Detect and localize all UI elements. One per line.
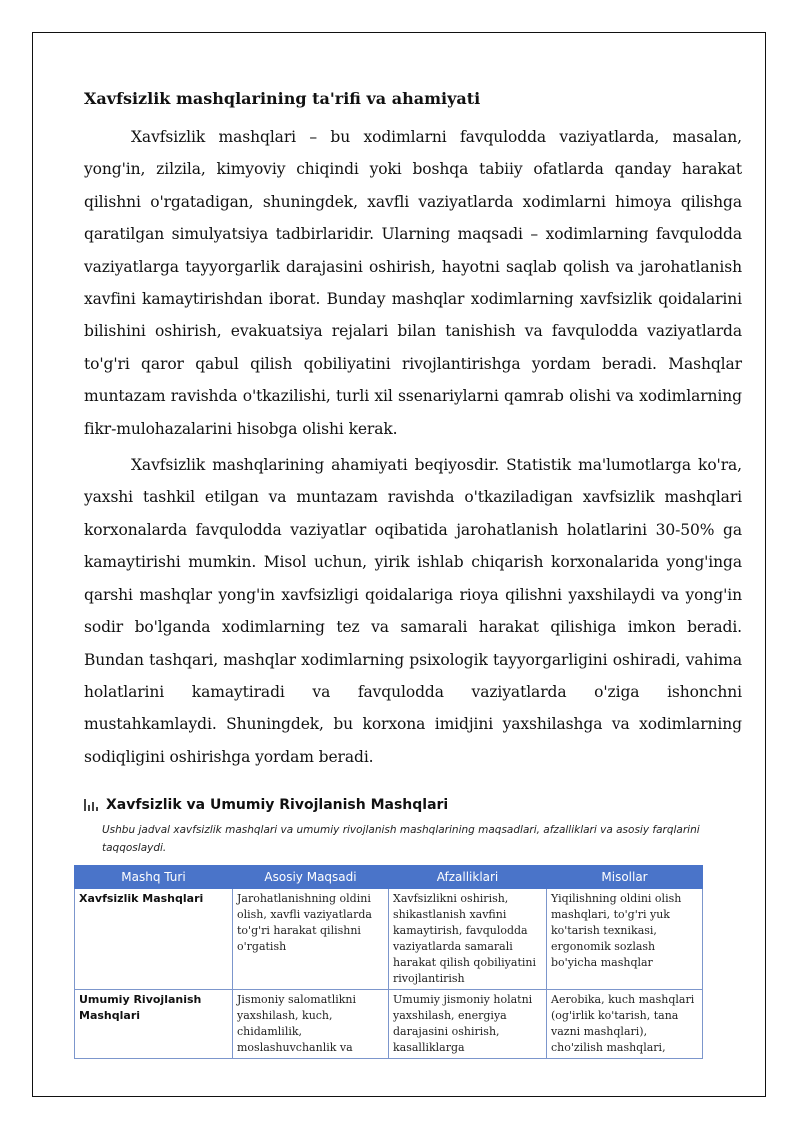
section-heading: Xavfsizlik mashqlarining ta'rifi va ahamiyati [84,89,481,108]
table-cell: Jarohatlanishning oldini olish, xavfli vaziyatlarda to'g'ri harakat qilishni o'rgatish [233,889,389,990]
document-body [79,85,742,1059]
table-row [75,990,703,1059]
table-title-text: Xavfsizlik va Umumiy Rivojlanish Mashqlari [106,797,449,814]
table-cell: Aerobika, kuch mashqlari (og'irlik ko'tarish, tana vazni mashqlari), cho'zilish mashqlari, [547,990,703,1059]
table-cell: Xavfsizlik Mashqlari [75,889,233,990]
table-cell: Umumiy jismoniy holatni yaxshilash, energiya darajasini oshirish, kasalliklarga [389,990,547,1059]
table-cell: Umumiy Rivojlanish Mashqlari [75,990,233,1059]
paragraph-1: Xavfsizlik mashqlari – bu xodimlarni favqulodda vaziyatlarda, masalan, yong'in, zilzila, kimyoviy chiqindi yoki boshqa tabiiy ofatlarda qanday harakat qilishni o'rgatadigan, shuningdek, xavfli vaziyatlarda xodimlarni himoya qilishga qaratilgan simulyatsiya tadbirlaridir. Ularning maqsadi – xodimlarning favqulodda vaziyatlarga tayyorgarlik darajasini oshirish, hayotni saqlab qolish va jarohatlanish xavfini kamaytirishdan iborat. Bunday mashqlar xodimlarning xavfsizlik qoidalarini bilishini oshirish, evakuatsiya rejalari bilan tanishish va favqulodda vaziyatlarda to'g'ri qaror qabul qilish qobiliyatini rivojlantirishga yordam beradi. Mashqlar muntazam ravishda o'tkazilishi, turli xil ssenariylarni qamrab olishi va xodimlarning fikr-mulohazalarini hisobga olishi kerak. [84,128,742,438]
column-header: Afzalliklari [389,866,547,889]
bar-chart-icon [84,799,98,811]
table-title [84,797,742,813]
column-header: Asosiy Maqsadi [233,866,389,889]
table-header-row [75,866,703,889]
table-cell: Xavfsizlikni oshirish, shikastlanish xavfini kamaytirish, favqulodda vaziyatlarda samarali harakat qilish qobiliyatini rivojlantirish [389,889,547,990]
table-cell: Jismoniy salomatlikni yaxshilash, kuch, chidamlilik, moslashuvchanlik va [233,990,389,1059]
paragraph-2: Xavfsizlik mashqlarining ahamiyati beqiyosdir. Statistik ma'lumotlarga ko'ra, yaxshi tashkil etilgan va muntazam ravishda o'tkaziladigan xavfsizlik mashqlari korxonalarda favqulodda vaziyatlar oqibatida jarohatlanish holatlarini 30-50% ga kamaytirishi mumkin. Misol uchun, yirik ishlab chiqarish korxonalarida yong'inga qarshi mashqlar yong'in xavfsizligi qoidalariga rioya qilishni yaxshilaydi va yong'in sodir bo'lganda xodimlarning tez va samarali harakat qilishiga imkon beradi. Bundan tashqari, mashqlar xodimlarning psixologik tayyorgarligini oshiradi, vahima holatlarini kamaytiradi va favqulodda vaziyatlarda o'ziga ishonchni mustahkamlaydi. Shuningdek, bu korxona imidjini yaxshilashga va xodimlarning sodiqligini oshirishga yordam beradi. [84,456,742,766]
column-header: Misollar [547,866,703,889]
table-caption: Ushbu jadval xavfsizlik mashqlari va umumiy rivojlanish mashqlarining maqsadlari, afzalliklari va asosiy farqlarini taqqoslaydi. [102,824,700,855]
comparison-table [74,865,703,1059]
table-cell: Yiqilishning oldini olish mashqlari, to'g'ri yuk ko'tarish texnikasi, ergonomik sozlash bo'yicha mashqlar [547,889,703,990]
table-row [75,889,703,990]
column-header: Mashq Turi [75,866,233,889]
